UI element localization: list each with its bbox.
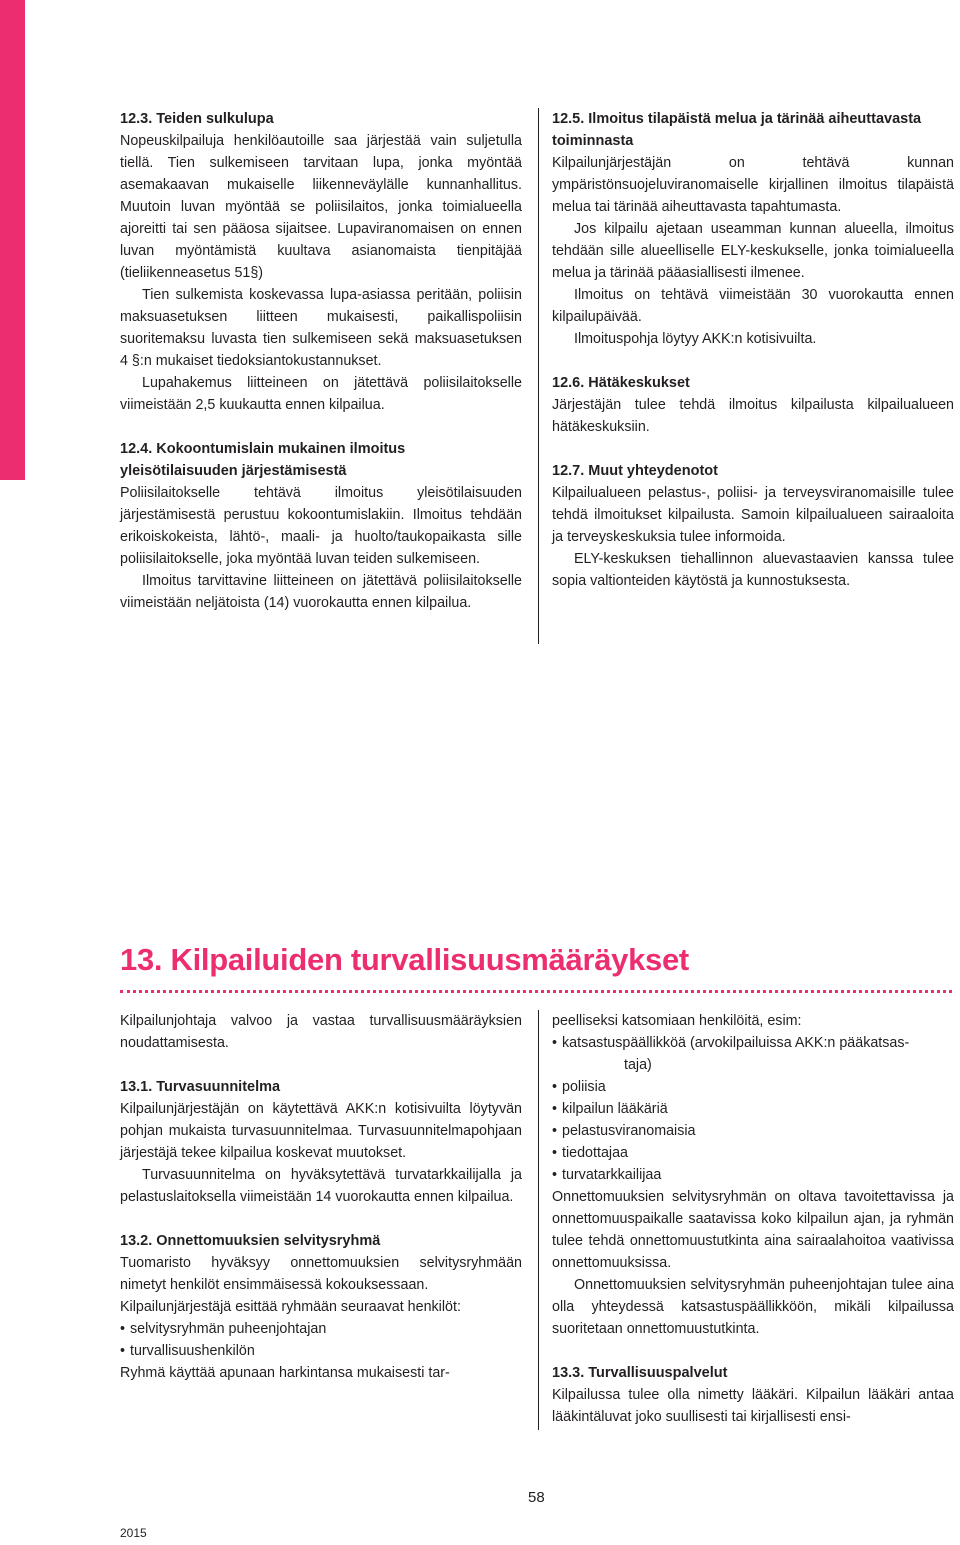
list-item: • kilpailun lääkäriä	[552, 1098, 954, 1120]
chapter-title: 13. Kilpailuiden turvallisuusmääräykset	[120, 942, 689, 977]
spacer	[120, 1054, 522, 1076]
list-item-continuation: taja)	[624, 1057, 652, 1073]
section-title: Ilmoitus tilapäistä melua ja tärinää aiheuttavasta toiminnasta	[552, 111, 922, 149]
paragraph: peelliseksi katsomiaan henkilöitä, esim:	[552, 1013, 802, 1029]
section-heading-12-3	[120, 108, 522, 130]
section-heading-12-4	[120, 438, 522, 482]
section-title: Turvasuunnitelma	[156, 1079, 281, 1095]
paragraph: Ryhmä käyttää apunaan harkintansa mukaisesti tar-	[120, 1365, 450, 1381]
paragraph: Turvasuunnitelma on hyväksytettävä turvatarkkailijalla ja pelastuslaitoksella viimeistään 14 vuorokautta ennen kilpailua.	[120, 1167, 522, 1205]
section-title: Muut yhteydenotot	[588, 463, 718, 479]
spacer	[552, 438, 954, 460]
footer-year: 2015	[120, 1526, 147, 1540]
paragraph: Kilpailussa tulee olla nimetty lääkäri. Kilpailun lääkäri antaa lääkintäluvat joko suullisesti tai kirjallisesti ensi-	[552, 1387, 954, 1425]
section-number: 13.2.	[120, 1233, 153, 1249]
paragraph: ELY-keskuksen tiehallinnon aluevastaavien kanssa tulee sopia valtionteiden käytöstä ja kunnostuksesta.	[552, 551, 954, 589]
section-number: 12.3.	[120, 111, 153, 127]
paragraph: Ilmoitus tarvittavine liitteineen on jätettävä poliisilaitokselle viimeistään neljätoista (14) vuorokautta ennen kilpailua.	[120, 573, 522, 611]
section-title: Onnettomuuksien selvitysryhmä	[156, 1233, 381, 1249]
spacer	[552, 350, 954, 372]
section-heading-13-2	[120, 1230, 522, 1252]
section-title: Kokoontumislain mukainen ilmoitus yleisötilaisuuden järjestämisestä	[120, 441, 406, 479]
paragraph: Nopeuskilpailuja henkilöautoille saa järjestää vain suljetulla tiellä. Tien sulkemiseen tarvitaan lupa, jonka myöntää asemakaavan mukaiselle liikenneväylälle kunnanhallitus. Muutoin luvan myöntää se poliisilaitos, jonka toimialueella ajoreitti tai sen pääosa sijaitsee. Lupaviranomaisen on ennen luvan myöntämistä kuultava asianomaista tienpitäjää (tieliikenneasetus 51§)	[120, 133, 522, 281]
section-title: Teiden sulkulupa	[156, 111, 274, 127]
top-right-column	[552, 108, 954, 592]
list-item	[552, 1032, 954, 1076]
spacer	[552, 1340, 954, 1362]
top-left-column	[120, 108, 522, 614]
bottom-right-column	[552, 1010, 954, 1428]
paragraph: Ilmoitus on tehtävä viimeistään 30 vuorokautta ennen kilpailupäivää.	[552, 287, 954, 325]
paragraph: Kilpailunjohtaja valvoo ja vastaa turvallisuusmääräyksien noudattamisesta.	[120, 1013, 522, 1051]
page-number: 58	[528, 1489, 545, 1506]
section-number: 13.3.	[552, 1365, 585, 1381]
column-divider	[538, 1010, 539, 1430]
list-item: • turvallisuushenkilön	[120, 1340, 522, 1362]
list-item-text: katsastuspäällikköä (arvokilpailuissa AKK:n pääkatsas-	[562, 1035, 910, 1051]
section-title: Turvallisuuspalvelut	[588, 1365, 728, 1381]
paragraph: Lupahakemus liitteineen on jätettävä poliisilaitokselle viimeistään 2,5 kuukautta ennen kilpailua.	[120, 375, 522, 413]
section-number: 12.7.	[552, 463, 585, 479]
section-heading-12-5	[552, 108, 954, 152]
paragraph: Tuomaristo hyväksyy onnettomuuksien selvitysryhmään nimetyt henkilöt ensimmäisessä kokouksessaan.	[120, 1255, 522, 1293]
list-item: • poliisia	[552, 1076, 954, 1098]
list-item: • turvatarkkailijaa	[552, 1164, 954, 1186]
section-number: 12.6.	[552, 375, 585, 391]
spacer	[120, 1208, 522, 1230]
spacer	[120, 416, 522, 438]
section-heading-13-1	[120, 1076, 522, 1098]
section-number: 13.1.	[120, 1079, 153, 1095]
paragraph: Järjestäjän tulee tehdä ilmoitus kilpailusta kilpailualueen hätäkeskuksiin.	[552, 397, 954, 435]
section-title: Hätäkeskukset	[588, 375, 690, 391]
section-heading-12-7	[552, 460, 954, 482]
list-item: • tiedottajaa	[552, 1142, 954, 1164]
section-number: 12.4.	[120, 441, 153, 457]
column-divider	[538, 108, 539, 644]
section-heading-12-6	[552, 372, 954, 394]
pink-edge-tab	[0, 0, 25, 480]
list-item: • selvitysryhmän puheenjohtajan	[120, 1318, 522, 1340]
paragraph: Jos kilpailu ajetaan useamman kunnan alueella, ilmoitus tehdään sille alueelliselle ELY-keskukselle, jonka toimialueella melua ja tärinää pääasiallisesti ilmenee.	[552, 221, 954, 281]
paragraph: Kilpailualueen pelastus-, poliisi- ja terveysviranomaisille tulee tehdä ilmoitukset kilpailusta. Samoin kilpailualueen sairaaloita ja terveyskeskuksia tulee informoida.	[552, 485, 954, 545]
bottom-left-column	[120, 1010, 522, 1384]
paragraph: Kilpailunjärjestäjän on tehtävä kunnan ympäristönsuojeluviranomaiselle kirjallinen ilmoitus tilapäistä melua tai tärinää aiheuttavasta tapahtumasta.	[552, 155, 954, 215]
paragraph: Kilpailunjärjestäjä esittää ryhmään seuraavat henkilöt:	[120, 1299, 461, 1315]
bullet-list	[552, 1032, 954, 1186]
paragraph: Kilpailunjärjestäjän on käytettävä AKK:n kotisivuilta löytyvän pohjan mukaista turvasuunnitelmaa. Turvasuunnitelmapohjaan järjestäjä tekee kilpailua koskevat muutokset.	[120, 1101, 522, 1161]
paragraph: Ilmoituspohja löytyy AKK:n kotisivuilta.	[574, 331, 817, 347]
paragraph: Onnettomuuksien selvitysryhmän on oltava tavoitettavissa ja onnettomuuspaikalle saatavissa koko kilpailun ajan, ja ryhmän tulee tehdä onnettomuustutkinta aina sairaalahoitoa vaativissa onnettomuuksissa.	[552, 1189, 954, 1271]
bullet-list	[120, 1318, 522, 1362]
list-item: • pelastusviranomaisia	[552, 1120, 954, 1142]
paragraph: Onnettomuuksien selvitysryhmän puheenjohtajan tulee aina olla yhteydessä katsastuspäällikköön, mikäli kilpailussa suoritetaan onnettomuustutkinta.	[552, 1277, 954, 1337]
section-heading-13-3	[552, 1362, 954, 1384]
paragraph: Tien sulkemista koskevassa lupa-asiassa peritään, poliisin maksuasetuksen liitteen mukaisesti, paikallispoliisin suoritemaksu luvasta tien sulkemiseen sekä maksuasetuksen 4 §:n mukaiset tiedoksiantokustannukset.	[120, 287, 522, 369]
chapter-dotted-underline	[120, 990, 952, 993]
section-number: 12.5.	[552, 111, 585, 127]
paragraph: Poliisilaitokselle tehtävä ilmoitus yleisötilaisuuden järjestämisestä perustuu kokoontumislakiin. Ilmoitus tehdään erikoiskokeista, lähtö-, maali- ja huolto/taukopaikasta sille poliisilaitokselle, joka myöntää luvan teiden sulkemiseen.	[120, 485, 522, 567]
